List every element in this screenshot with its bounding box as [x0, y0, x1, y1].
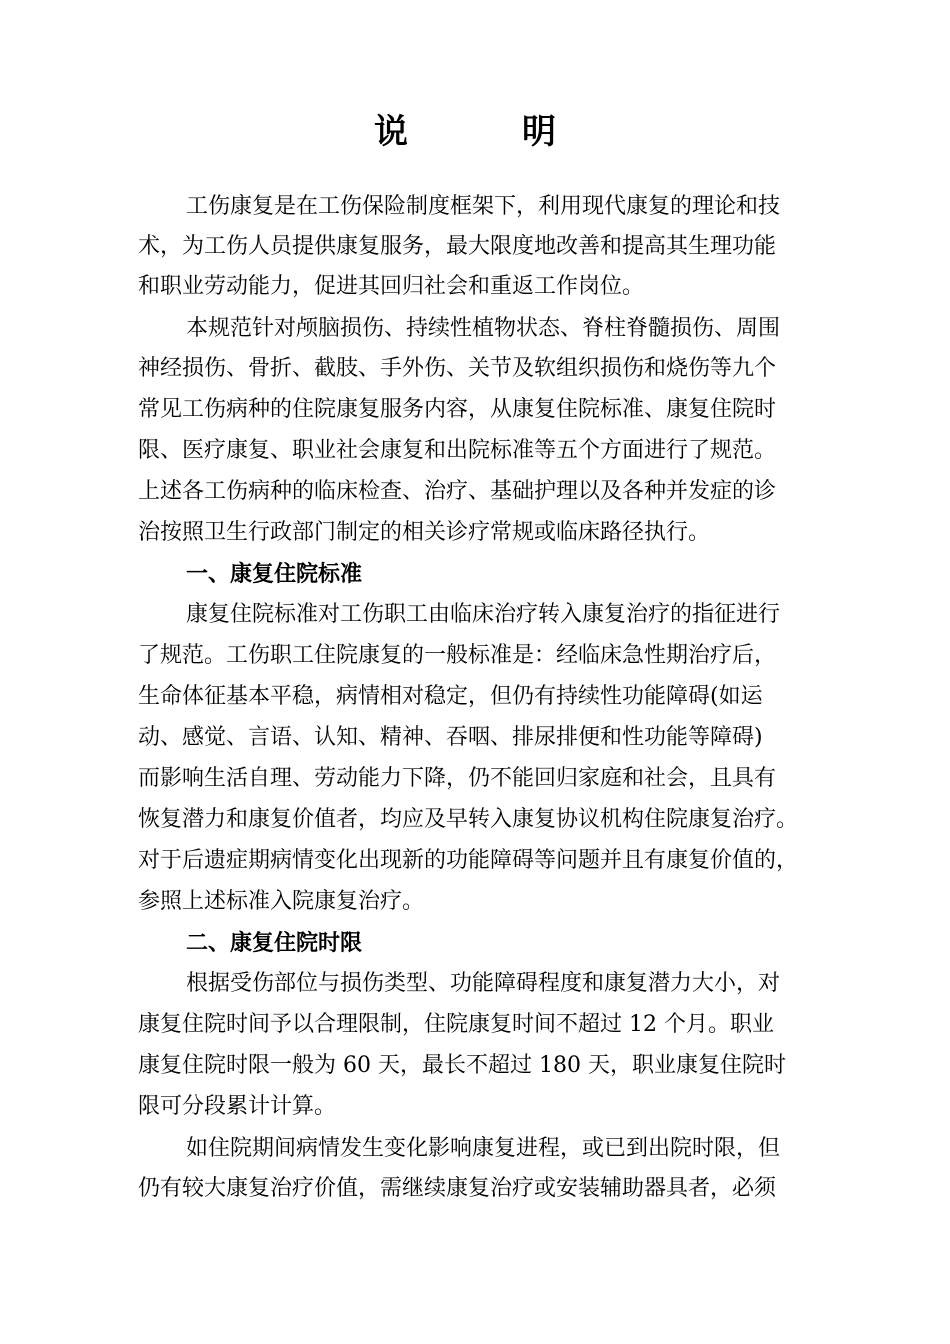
paragraph-line: 康复住院时限一般为 60 天，最长不超过 180 天，职业康复住院时 — [138, 1053, 786, 1078]
paragraph-line: 限可分段累计计算。 — [138, 1094, 337, 1119]
paragraph-line: 动、感觉、言语、认知、精神、吞咽、排尿排便和性功能等障碍) — [138, 725, 763, 750]
paragraph-line: 限、医疗康复、职业社会康复和出院标准等五个方面进行了规范。 — [138, 438, 777, 463]
paragraph-line: 神经损伤、骨折、截肢、手外伤、关节及软组织损伤和烧伤等九个 — [138, 356, 777, 381]
section-heading: 二、康复住院时限 — [186, 930, 363, 956]
paragraph-line: 恢复潜力和康复价值者，均应及早转入康复协议机构住院康复治疗。 — [138, 807, 799, 832]
paragraph-line: 了规范。工伤职工住院康复的一般标准是：经临床急性期治疗后， — [138, 643, 777, 668]
paragraph-line: 仍有较大康复治疗价值，需继续康复治疗或安装辅助器具者，必须 — [138, 1176, 777, 1201]
paragraph-line: 常见工伤病种的住院康复服务内容，从康复住院标准、康复住院时 — [138, 397, 777, 422]
paragraph-line: 治按照卫生行政部门制定的相关诊疗常规或临床路径执行。 — [138, 520, 711, 545]
paragraph-line: 如住院期间病情发生变化影响康复进程，或已到出院时限，但 — [186, 1136, 781, 1161]
paragraph-line: 生命体征基本平稳，病情相对稳定，但仍有持续性功能障碍(如运 — [138, 684, 763, 709]
paragraph-line: 本规范针对颅脑损伤、持续性植物状态、脊柱脊髓损伤、周围 — [186, 316, 781, 341]
paragraph-line: 和职业劳动能力，促进其回归社会和重返工作岗位。 — [138, 274, 645, 299]
paragraph-line: 术，为工伤人员提供康复服务，最大限度地改善和提高其生理功能 — [138, 234, 777, 259]
paragraph-line: 根据受伤部位与损伤类型、功能障碍程度和康复潜力大小，对 — [186, 971, 781, 996]
page-title: 说 明 — [374, 112, 596, 152]
paragraph-line: 参照上述标准入院康复治疗。 — [138, 889, 425, 914]
section-heading: 一、康复住院标准 — [186, 561, 363, 587]
paragraph-line: 对于后遗症期病情变化出现新的功能障碍等问题并且有康复价值的， — [138, 848, 799, 873]
paragraph-line: 康复住院时间予以合理限制，住院康复时间不超过 12 个月。职业 — [138, 1012, 774, 1037]
paragraph-line: 康复住院标准对工伤职工由临床治疗转入康复治疗的指征进行 — [186, 602, 781, 627]
paragraph-line: 工伤康复是在工伤保险制度框架下，利用现代康复的理论和技 — [186, 194, 781, 219]
paragraph-line: 上述各工伤病种的临床检查、治疗、基础护理以及各种并发症的诊 — [138, 479, 777, 504]
paragraph-line: 而影响生活自理、劳动能力下降，仍不能回归家庭和社会，且具有 — [138, 766, 777, 791]
